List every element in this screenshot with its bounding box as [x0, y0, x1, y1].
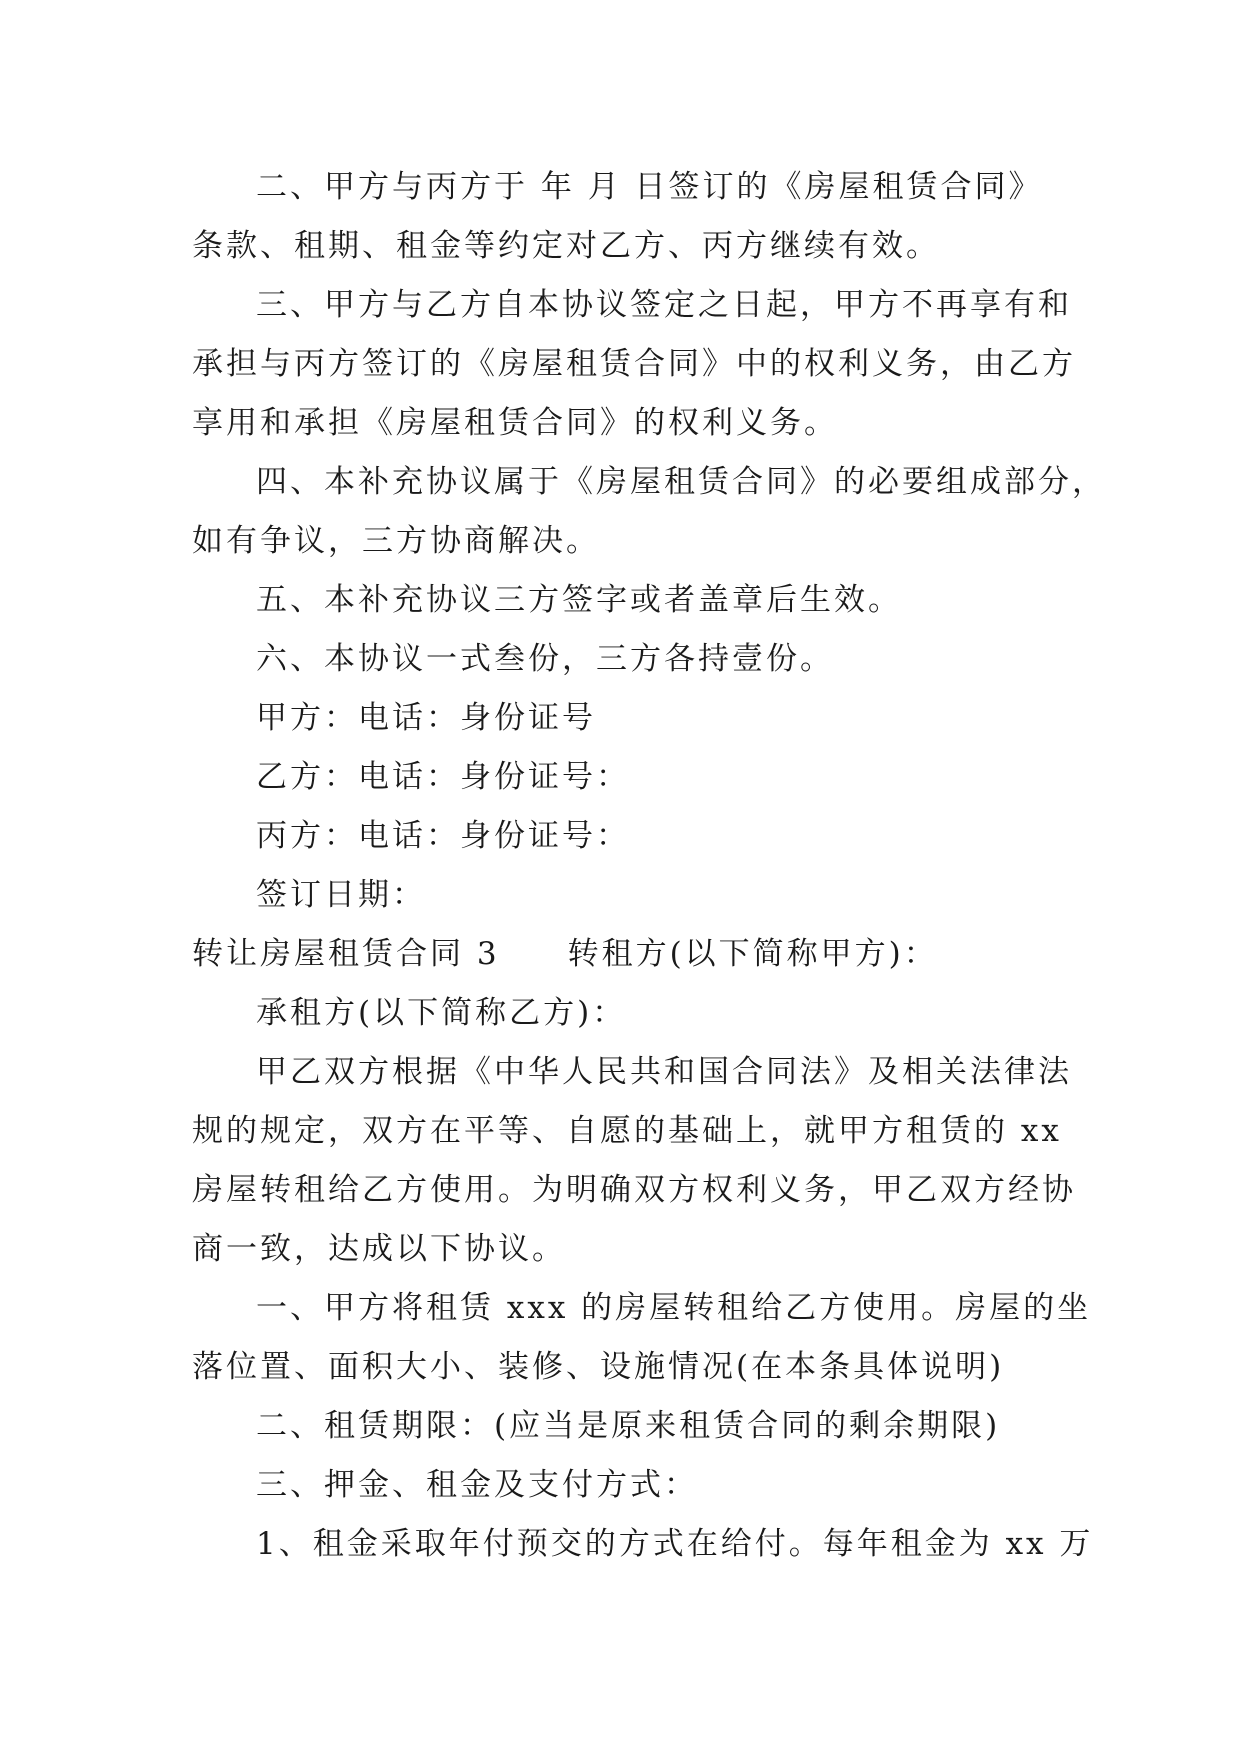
- preamble-line-2: 规的规定，双方在平等、自愿的基础上，就甲方租赁的 xx: [192, 1113, 1062, 1149]
- article-3: 三、押金、租金及支付方式：: [256, 1467, 698, 1503]
- article-2: 二、租赁期限：(应当是原来租赁合同的剩余期限): [256, 1408, 1001, 1444]
- clause-3-line-3: 享用和承担《房屋租赁合同》的权利义务。: [192, 405, 838, 441]
- clause-2-line-1: 二、甲方与丙方于 年 月 日签订的《房屋租赁合同》: [256, 169, 1043, 205]
- clause-3-line-1: 三、甲方与乙方自本协议签定之日起，甲方不再享有和: [256, 287, 1072, 323]
- party-a-signature-line: 甲方：电话：身份证号: [256, 700, 596, 736]
- article-1-line-1: 一、甲方将租赁 xxx 的房屋转租给乙方使用。房屋的坐: [256, 1290, 1092, 1326]
- clause-5: 五、本补充协议三方签字或者盖章后生效。: [256, 582, 902, 618]
- article-1-line-2: 落位置、面积大小、装修、设施情况(在本条具体说明): [192, 1349, 1005, 1385]
- preamble-line-1: 甲乙双方根据《中华人民共和国合同法》及相关法律法: [256, 1054, 1072, 1090]
- clause-2-line-2: 条款、租期、租金等约定对乙方、丙方继续有效。: [192, 228, 940, 264]
- clause-4-line-1: 四、本补充协议属于《房屋租赁合同》的必要组成部分，: [256, 464, 1106, 500]
- preamble-line-3: 房屋转租给乙方使用。为明确双方权利义务，甲乙双方经协: [192, 1172, 1076, 1208]
- article-3-item-1: 1、租金采取年付预交的方式在给付。每年租金为 xx 万: [256, 1526, 1094, 1562]
- lessee-line: 承租方(以下简称乙方)：: [256, 995, 627, 1031]
- party-c-signature-line: 丙方：电话：身份证号：: [256, 818, 630, 854]
- contract-3-heading: 转让房屋租赁合同 3 转租方(以下简称甲方)：: [192, 936, 938, 972]
- clause-3-line-2: 承担与丙方签订的《房屋租赁合同》中的权利义务，由乙方: [192, 346, 1076, 382]
- preamble-line-4: 商一致，达成以下协议。: [192, 1231, 566, 1267]
- party-b-signature-line: 乙方：电话：身份证号：: [256, 759, 630, 795]
- clause-4-line-2: 如有争议，三方协商解决。: [192, 523, 600, 559]
- signing-date: 签订日期：: [256, 877, 426, 913]
- clause-6: 六、本协议一式叁份，三方各持壹份。: [256, 641, 834, 677]
